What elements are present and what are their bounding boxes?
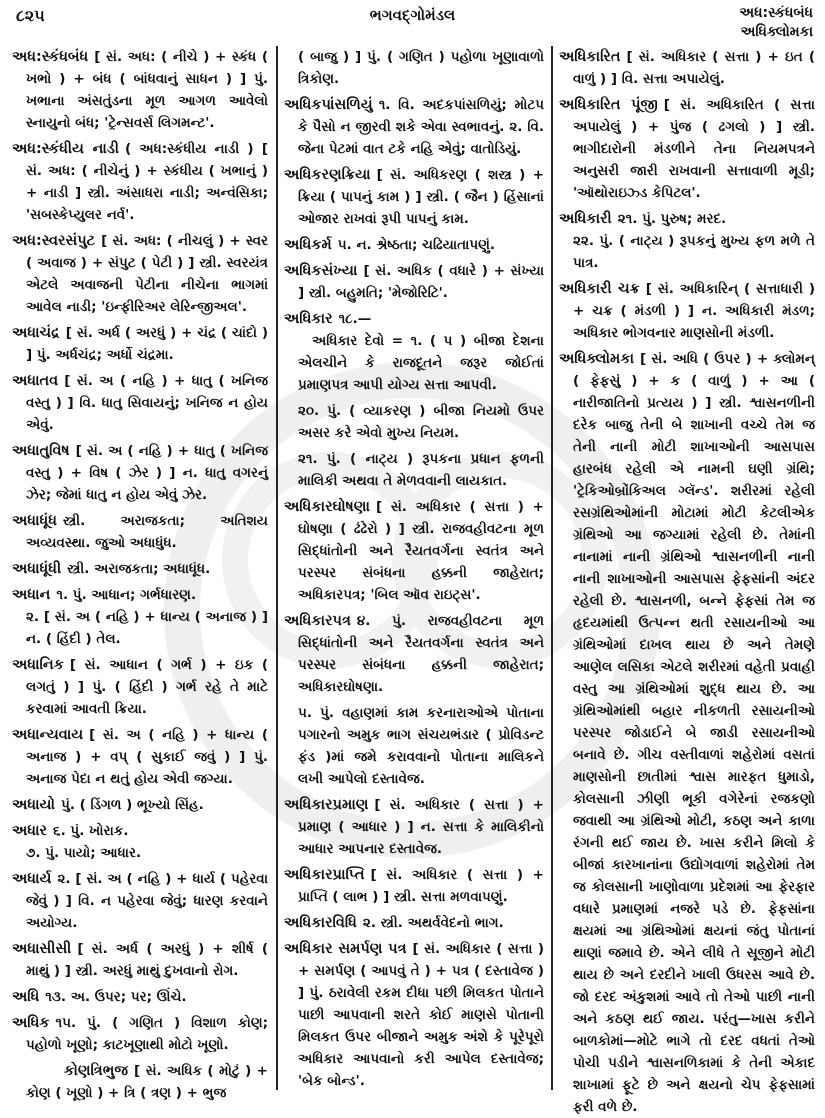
definition: [ સં. અધ: ( નીચલું ) + સ્વર ( અવાજ ) + સંપુટ ( પેટી ) ] સ્ત્રી. સ્વરયંત્ર એટલે અવાજની પેટીના નીચેના ભાગમાં આવેલ નાડી; 'ઇન્ફીરિઅર લેરિન્જીઅલ'.	[26, 233, 268, 315]
headword: અધાતવ	[12, 373, 59, 389]
definition: ૨૨. પું. ( નાટ્ય ) રૂપકનું મુખ્ય ફળ મળે તે પાત્ર.	[573, 233, 815, 271]
definition: ૨૧. પું. પુરુષ; મરદ.	[617, 211, 727, 227]
guide-words	[739, 4, 813, 42]
definition: ૫. પું. વહાણમાં કામ કરનારાઓએ પોતાના પગારનો અમુક ભાગ સંચયભંડાર ( પ્રોવિડન્ટ ફંડ )માં જમે કરાવવાનો પોતાના માલિકને લખી આપેલો દસ્તાવેજ.	[298, 705, 544, 787]
dictionary-entry	[284, 794, 544, 860]
definition: અધિકાર દેવો = ૧. ( પ ) બીજા દેશના એલચીને કે રાજદૂતને જરૂર જોઈતાં પ્રમાણપત્ર આપી યોગ્ય સત્તા આપવી.	[298, 333, 544, 393]
sense-continuation	[559, 230, 815, 274]
headword: અધ:સ્કંધબંધ	[12, 49, 89, 65]
definition: [ સં. અધિક ( મોટું ) + કોણ ( ખૂણો ) + ત્રિ ( ત્રણ ) + ભુજ	[26, 1063, 268, 1101]
definition: ૧૫. પું. ( ગણિત ) વિશાળ કોણ; પહોળો ખૂણો; કાટખૂણાથી મોટો ખૂણો.	[26, 1015, 268, 1053]
headword: અધ:સ્કંધીય નાડી	[12, 141, 119, 157]
definition: ૨. [ સં. અ ( નહિ ) + ધાન્ય ( અનાજ ) ] ન. ( હિંદી ) તેલ.	[26, 609, 268, 647]
sense-continuation	[284, 448, 544, 492]
headword: અધિકારપત્ર	[284, 613, 351, 629]
definition: [ સં. અર્ધ ( અરધું ) + ચંદ્ર ( ચાંદો ) ] પું. અર્ધચંદ્ર; અર્ધો ચંદ્રમા.	[26, 325, 268, 363]
headword: અધાન્યવાય	[12, 727, 84, 743]
dictionary-entry	[559, 94, 815, 204]
page-number: ૮૨૫	[16, 6, 45, 25]
dictionary-entry	[284, 496, 544, 606]
dictionary-entry	[12, 724, 268, 790]
definition: સ્ત્રી. અરાજકતા; અધાધૂંધ.	[67, 561, 211, 577]
column-divider	[276, 46, 278, 1090]
dictionary-entry	[284, 164, 544, 230]
sub-entry	[12, 1060, 268, 1104]
headword: અધાયો	[12, 797, 56, 813]
definition: ૧. પું. આધાન; ગર્ભધારણ.	[56, 587, 197, 603]
headword: અધાર	[12, 823, 48, 839]
sense-continuation	[284, 702, 544, 790]
headword: અધિકર્મ	[284, 237, 332, 253]
dictionary-entry	[12, 46, 268, 134]
headword: અધિકારી ચક્ર	[559, 281, 640, 297]
dictionary-entry	[12, 868, 268, 934]
definition: ૨૦. પું. ( વ્યાકરણ ) બીજા નિયમો ઉપર અસર કરે એવો મુખ્ય નિયમ.	[298, 403, 544, 441]
sense-continuation	[12, 842, 268, 864]
definition: ૭. પું. પાયો; આધાર.	[26, 845, 142, 861]
headword: અધિકારિત પૂંજી	[559, 97, 658, 113]
guide-word-first: અધ:સ્કંધબંધ	[739, 5, 813, 21]
definition: ૨૧. પું. ( નાટ્ય ) રૂપકના પ્રધાન ફળની માલિકી અથવા તે મેળવવાની લાયકાત.	[298, 451, 544, 489]
definition: ૫. ન. શ્રેષ્ઠતા; ચઢિયાતાપણું.	[337, 237, 495, 253]
headword: અધ:સ્વરસંપુટ	[12, 233, 96, 249]
dictionary-entry	[559, 278, 815, 344]
definition: [ સં. અધ: ( નીચે ) + સ્કંધ ( ખભો ) + બંધ ( બાંધવાનું સાધન ) ] પું. ખભાના અંસતુંડના મૂળ આગળ આવેલો સ્નાયુનો બંધ; 'ટ્રેન્સવર્સ લિગમન્ટ'.	[26, 49, 268, 131]
dictionary-entry	[284, 94, 544, 160]
dictionary-entry	[559, 46, 815, 90]
dictionary-entry	[12, 230, 268, 318]
dictionary-entry	[12, 138, 268, 226]
sub-headword: કોણત્રિભુજ	[64, 1063, 129, 1079]
dictionary-entry	[12, 370, 268, 436]
definition: [ સં. અધિકાર ( સત્તા ) + સમર્પણ ( આપવું તે ) + પત્ર ( દસ્તાવેજ ) ] પું. ઠરાવેલી રકમ દીધા પછી મિલકત પોતાને પાછી આપવાની શરતે કોઈ માણસે પોતાની મિલકત ઉપર બીજાને અમુક અંશે કે પૂરેપૂરો અધિકાર આપવાનો કરી આપેલ દસ્તાવેજ; 'બેક બોન્ડ'.	[298, 941, 545, 1089]
book-title: ભગવદ્ગોમંડલ	[369, 6, 456, 24]
headword: અધિકારિત	[559, 49, 621, 65]
column-1	[12, 46, 268, 1101]
headword: અધિકપાંસળિયું	[284, 97, 373, 113]
definition: ૧૮.—	[338, 311, 372, 327]
guide-word-last: અધિક્લોમકા	[740, 24, 813, 40]
definition: ૧૩. અ. ઉપર; પર; ઊંચે.	[45, 989, 187, 1005]
definition: [ સં. અ ( નહિ ) + ધાન્ય ( અનાજ ) + વપ્ ( સુકાઈ જવું ) ] પું. અનાજ પેદા ન થતું હોય એવી જગ્યા.	[26, 727, 268, 787]
headword: અધાચંદ્ર	[12, 325, 60, 341]
dictionary-entry	[12, 584, 268, 606]
definition: [ સં. આધાન ( ગર્ભ ) + ઇક ( લગતું ) ] પું. ( હિંદી ) ગર્ભ રહે તે માટે કરવામાં આવતી ક્રિયા.	[26, 657, 268, 717]
dictionary-entry	[12, 510, 268, 554]
dictionary-entry	[284, 864, 544, 908]
headword: અધિકારઘોષણા	[284, 499, 370, 515]
definition: [ સં. અધિકારિત ( સત્તા અપાયેલું ) + પુંજ ( ઢગલો ) ] સ્ત્રી. ભાગીદારોની મંડળીને તેના નિયમપત્રને અનુસરી જારી રાખવાની સત્તાવાળી મૂડી; 'ઑથોરાઇઝ્ડ કેપિટલ'.	[573, 97, 815, 201]
headword: અધાર્ય	[12, 871, 52, 887]
dictionary-entry	[284, 912, 544, 934]
headword: અધિકાર સમર્પણ પત્ર	[284, 941, 407, 957]
headword: અધિકાર	[284, 311, 333, 327]
definition: ( બાજુ ) ] પું. ( ગણિત ) પહોળા ખૂણાવાળો ત્રિકોણ.	[298, 49, 544, 87]
dictionary-entry	[559, 208, 815, 230]
headword: અધિ	[12, 989, 40, 1005]
dictionary-entry	[284, 234, 544, 256]
definition: ( અધ:સ્કંધીય નાડી ) [ સં. અધ: ( નીચેનું ) + સ્કંધીય ( ખભાનું ) + નાડી ] સ્ત્રી. અંસાધરા નાડી; અન્વંસિકા; 'સબસ્કેપ્યુલર નર્વ'.	[26, 141, 268, 223]
headword: અધાસીસી	[12, 941, 72, 957]
definition: સ્ત્રી. અરાજકતા; અતિશય અવ્યવસ્થા. જુઓ અધાધુંધ.	[26, 513, 268, 551]
definition: [ સં. અધિકરણ ( શસ્ત્ર ) + ક્રિયા ( પાપનું કામ ) ] સ્ત્રી. ( જૈન ) હિંસાનાં ઓજાર રાખવાં રૂપી પાપનું કામ.	[298, 167, 544, 227]
dictionary-entry	[12, 440, 268, 506]
dictionary-entry	[284, 938, 544, 1092]
dictionary-entry	[284, 260, 544, 304]
definition: [ સં. અધિ ( ઉપર ) + ક્લોમન્ ( ફેફસું ) + ક ( વાળું ) + આ ( નારીજાતિનો પ્રત્યય ) ] સ્ત્રી. શ્વાસનળીની દરેક બાજુ તેની બે શાખાની વચ્ચે તેમ જ તેની નાની મોટી શાખાઓની આસપાસ હારબંધ રહેલી એ નામની ઘણી ગ્રંથિ; 'ટ્રેકિઓબ્રોંકિઅલ ગ્લૅન્ડ'. શરીરમાં રહેલી રસગ્રંથિઓમાંની મોટામાં મોટી કેટલીએક ગ્રંથિઓ આ જગ્યામાં રહેલી છે. તેમાંની નાનામાં નાની ગ્રંથિઓ શ્વાસનળીની નાની નાની શાખાઓની આસપાસ ફેફસાંની અંદર રહેલી છે. શ્વાસનળી, બન્ને ફેફસાં તેમ જ હૃદયમાંથી ઉત્પન્ન થતી રસાયનીઓ આ ગ્રંથિઓમાં દાખલ થાય છે અને તેમણે આણેલ લસિકા એટલે શરીરમાં વહેતી પ્રવાહી વસ્તુ આ ગ્રંથિઓમાં શુદ્ધ થાય છે. આ ગ્રંથિઓમાંથી બહાર નીકળતી રસાયનીઓ પરસ્પર જોડાઈને બે જાડી રસાયનીઓ બનાવે છે. ગીચ વસ્તીવાળાં શહેરોમાં વસતાં માણસોની છાતીમાં શ્વાસ મારફત ધુમાડો, કોલસાની ઝીણી ભૂકી વગેરેનાં રજકણો જવાથી આ ગ્રંથિઓ મોટી, કઠણ અને કાળા રંગની થઈ જાય છે. ખાસ કરીને મિલો કે બીજાં કારખાનાંના ઉદ્યોગવાળાં શહેરોમાં તેમ જ કોલસાની ખાણોવાળા પ્રદેશમાં આ ફેરફાર વધારે પ્રમાણમાં નજરે પડે છે. ફેફસાંના ક્ષયમાં આ ગ્રંથિઓમાં ક્ષયનાં જંતુ પોતાનાં થાણાં જમાવે છે. એને લીધે તે સૂજીને મોટી થાય છે અને દરદીને ખાલી ઉધરસ આવે છે. જો દરદ અંકુશમાં આવે તો તેઓ પાછી નાની અને કઠણ થઈ જાય. પરંતુ—ખાસ કરીને બાળકોમાં—મોટે ભાગે તો દરદ વધતાં તેઓ પોચી પડીને શ્વાસનળિકામાં કે તેની એકાદ શાખામાં ફૂટે છે અને ક્ષયનો ચેપ ફેફસામાં ફરી વળે છે.	[573, 351, 815, 1115]
headword: અધાનિક	[12, 657, 64, 673]
definition: ૨. [ સં. અ ( નહિ ) + ધાર્ય ( પહેરવા જેવું ) ] વિ. ન પહેરવા જેવું; ધારણ કરવાને અયોગ્ય.	[26, 871, 268, 931]
definition: [ સં. અધિક ( વધારે ) + સંખ્યા ] સ્ત્રી. બહુમતિ; 'મેજોરિટિ'.	[298, 263, 544, 301]
definition: ૨. સ્ત્રી. અથર્વવેદનો ભાગ.	[362, 915, 504, 931]
phrase-entry	[284, 330, 544, 396]
definition: [ સં. અર્ધ ( અરધું ) + શીર્ષ ( માથું ) ] સ્ત્રી. અરધું માથું દુખવાનો રોગ.	[26, 941, 268, 979]
definition: [ સં. અધિકારિન્ ( સત્તાધારી ) + ચક્ર ( મંડળી ) ] ન. અધિકારી મંડળ; અધિકાર ભોગવનાર માણસોની મંડળી.	[573, 281, 815, 341]
dictionary-entry	[12, 322, 268, 366]
dictionary-entry	[284, 308, 544, 330]
dictionary-entry	[12, 820, 268, 842]
headword: અધિકારપ્રાપ્તિ	[284, 867, 365, 883]
headword: અધાધૂંધી	[12, 561, 62, 577]
sense-continuation	[12, 606, 268, 650]
dictionary-entry	[12, 1012, 268, 1056]
definition: [ સં. અ ( નહિ ) + ધાતુ ( ખનિજ વસ્તુ ) + વિષ ( ઝેર ) ] ન. ધાતુ વગરનું ઝેર; જેમાં ધાતુ ન હોય એવું ઝેર.	[26, 443, 268, 503]
entry-continuation	[284, 46, 544, 90]
headword: અધિક્લોમકા	[559, 351, 635, 367]
dictionary-entry	[12, 654, 268, 720]
dictionary-entry	[284, 610, 544, 698]
dictionary-entry	[559, 348, 815, 1118]
headword: અધાતુવિષ	[12, 443, 70, 459]
dictionary-entry	[12, 986, 268, 1008]
headword: અધાધૂંધ	[12, 513, 57, 529]
dictionary-entry	[12, 794, 268, 816]
headword: અધિકારવિધિ	[284, 915, 357, 931]
definition: ૧. વિ. અદકપાંસળિયું; મોટપ કે પૈસો ન જીરવી શકે એવા સ્વભાવનું. ૨. વિ. જેના પેટમાં વાત ટકે નહિ એવું; વાતોડિયું.	[298, 97, 544, 157]
headword: અધિકસંખ્યા	[284, 263, 358, 279]
definition: [ સં. અધિકાર ( સત્તા ) + ઘોષણા ( ઢંઢેરો ) ] સ્ત્રી. રાજવહીવટના મૂળ સિદ્ધાંતોની અને રૈયતવર્ગના સ્વતંત્ર અને પરસ્પર સંબંધના હક્કની જાહેરાત; અધિકારપત્ર; 'બિલ ઑવ રાઇટ્સ'.	[298, 499, 544, 603]
dictionary-entry	[12, 938, 268, 982]
sense-continuation	[284, 400, 544, 444]
definition: [ સં. અધિકાર ( સત્તા ) + પ્રાપ્તિ ( લાભ ) ] સ્ત્રી. સત્તા મળવાપણું.	[298, 867, 544, 905]
headword: અધાન	[12, 587, 51, 603]
column-divider	[551, 46, 553, 1090]
headword: અધિકારપ્રમાણ	[284, 797, 369, 813]
column-2	[284, 46, 544, 1091]
dictionary-entry	[12, 558, 268, 580]
definition: પું. ( ડિંગળ ) ભૂખ્યો સિંહ.	[61, 797, 204, 813]
headword: અધિકરણક્રિયા	[284, 167, 371, 183]
definition: [ સં. અ ( નહિ ) + ધાતુ ( ખનિજ વસ્તુ ) ] વિ. ધાતુ સિવાયનું; ખનિજ ન હોય એવું.	[26, 373, 268, 433]
page-header	[0, 0, 825, 46]
headword: અધિકારી	[559, 211, 612, 227]
definition: [ સં. અધિકાર ( સત્તા ) + ઇત ( વાળું ) ] વિ. સત્તા અપાયેલું.	[573, 49, 815, 87]
definition: [ સં. અધિકાર ( સત્તા ) + પ્રમાણ ( આધાર ) ] ન. સત્તા કે માલિકીનો આધાર આપનાર દસ્તાવેજ.	[298, 797, 544, 857]
column-3	[559, 46, 815, 1115]
headword: અધિક	[12, 1015, 50, 1031]
definition: ૬. પું. ખોરાક.	[53, 823, 129, 839]
definition: ૪. પું. રાજવહીવટના મૂળ સિદ્ધાંતોની અને રૈયતવર્ગના સ્વતંત્ર અને પરસ્પર સંબંધના હક્કની જાહેરાત; અધિકારઘોષણા.	[298, 613, 544, 695]
